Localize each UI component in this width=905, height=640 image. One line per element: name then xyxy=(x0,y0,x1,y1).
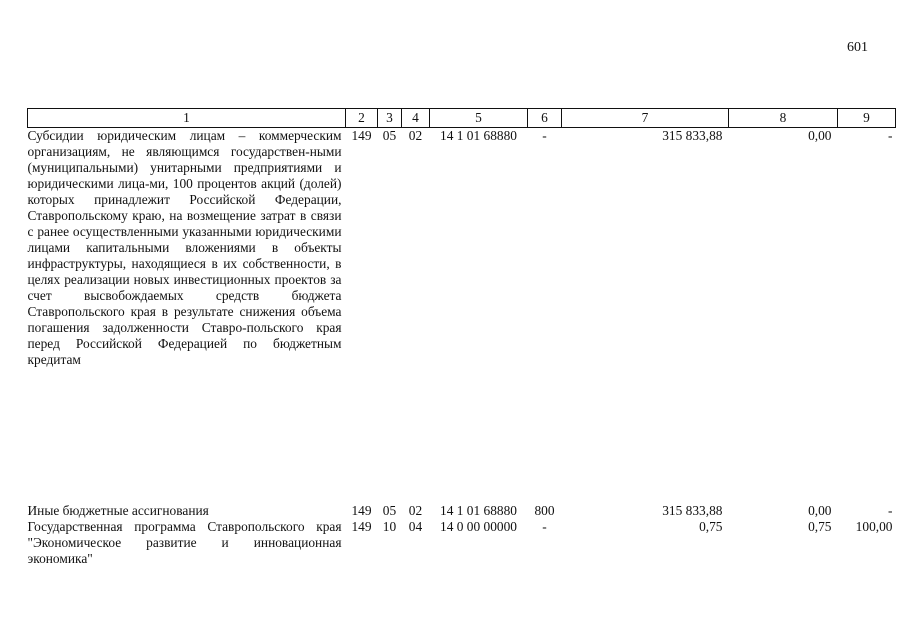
column-header-2: 2 xyxy=(346,109,378,128)
ministry-code: 149 xyxy=(351,503,372,518)
target-article-code: 14 1 01 68880 xyxy=(440,503,517,518)
table-row xyxy=(28,503,896,519)
target-article-code: 14 1 01 68880 xyxy=(440,128,517,143)
column-header-6: 6 xyxy=(528,109,562,128)
page-number: 601 xyxy=(847,40,868,55)
column-header-3: 3 xyxy=(378,109,402,128)
expense-name: Иные бюджетные ассигнования xyxy=(27,503,209,518)
section-code: 05 xyxy=(382,128,397,143)
column-header-8: 8 xyxy=(729,109,838,128)
amount-col-9: - xyxy=(888,503,893,518)
amount-col-7: 315 833,88 xyxy=(662,128,723,143)
subsection-code: 04 xyxy=(408,519,423,534)
amount-col-8: 0,00 xyxy=(808,503,832,518)
expense-type-code: - xyxy=(542,519,547,534)
ministry-code: 149 xyxy=(351,128,372,143)
column-header-5: 5 xyxy=(430,109,528,128)
expense-name: Государственная программа Ставропольского края "Экономическое развитие и инновационная экономика" xyxy=(27,519,342,566)
amount-col-8: 0,00 xyxy=(808,128,832,143)
amount-col-7: 315 833,88 xyxy=(662,503,723,518)
section-code: 10 xyxy=(382,519,397,534)
subsection-code: 02 xyxy=(408,503,423,518)
section-code: 05 xyxy=(382,503,397,518)
column-header-1: 1 xyxy=(28,109,346,128)
target-article-code: 14 0 00 00000 xyxy=(440,519,517,534)
expense-name: Субсидии юридическим лицам – коммерческим организациям, не являющимся государствен-ными (муниципальными) унитарными предприятиями и юридическими лица-ми, 100 процентов акций (долей) которых принадлежит Российской Федерации, Ставропольскому краю, на возмещение затрат в связи с ранее осуществленными указанными юридическими лицами капитальными вложениями в объекты инфраструктуры, находящиеся в их собственности, в целях реализации новых инвестиционных проектов за счет высвобождаемых средств бюджета Ставропольского края в результате снижения объема погашения задолженности Ставро-польского края перед Российской Федерацией по бюджетным кредитам xyxy=(27,128,342,367)
expense-type-code: - xyxy=(542,128,547,143)
table-row xyxy=(28,519,896,567)
table-row xyxy=(28,128,896,504)
amount-col-7: 0,75 xyxy=(699,519,723,534)
column-header-7: 7 xyxy=(562,109,729,128)
amount-col-9: 100,00 xyxy=(855,519,893,534)
expense-type-code: 800 xyxy=(534,503,555,518)
table-header-row xyxy=(28,109,896,128)
column-header-4: 4 xyxy=(402,109,430,128)
ministry-code: 149 xyxy=(351,519,372,534)
subsection-code: 02 xyxy=(408,128,423,143)
amount-col-9: - xyxy=(888,128,893,143)
budget-table xyxy=(27,108,896,567)
column-header-9: 9 xyxy=(838,109,896,128)
amount-col-8: 0,75 xyxy=(808,519,832,534)
